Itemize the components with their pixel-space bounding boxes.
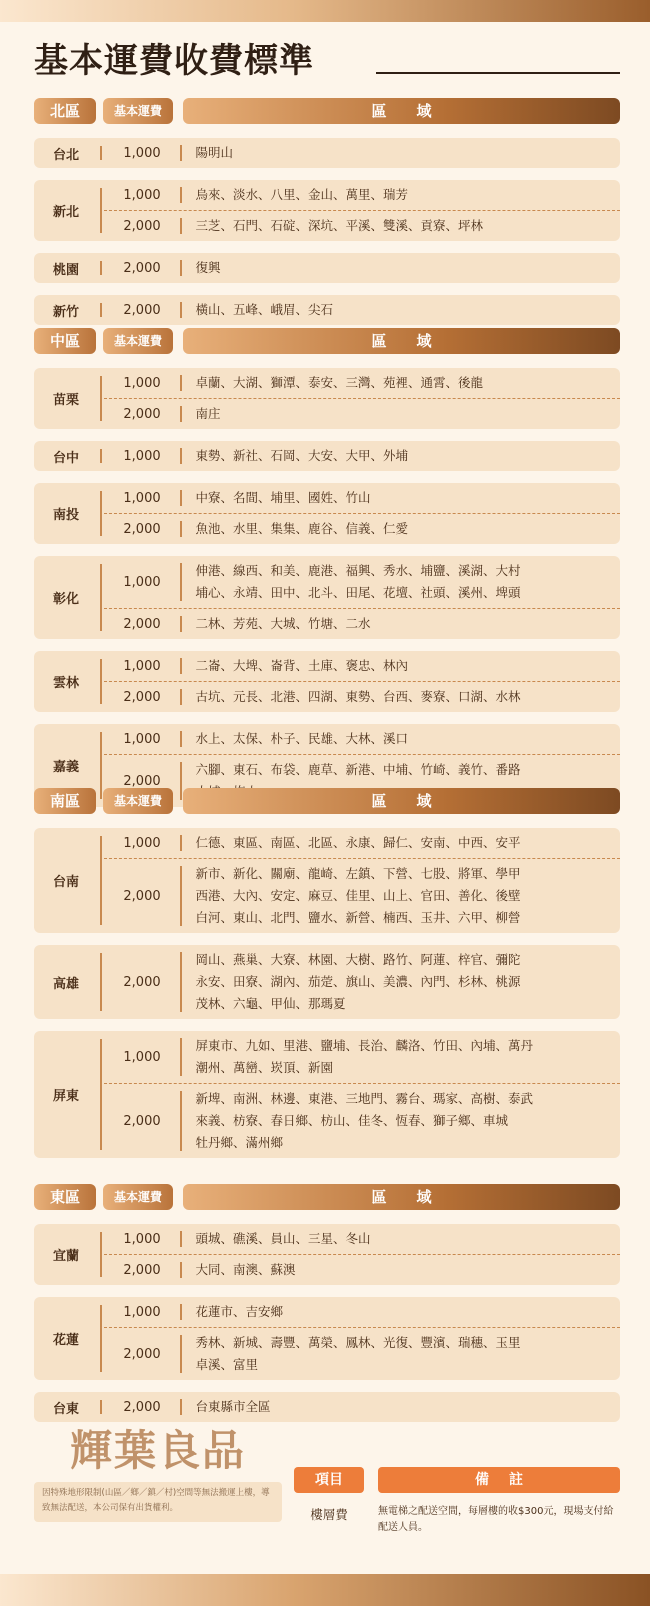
area-line: 橫山、五峰、峨眉、尖石 — [195, 302, 334, 317]
city-row — [34, 1224, 620, 1285]
city-row — [34, 441, 620, 471]
city-name: 雲林 — [52, 676, 79, 691]
row-divider — [100, 491, 102, 536]
fee-tier — [104, 945, 620, 1019]
area-line: 東勢、新社、石岡、大安、大甲、外埔 — [195, 448, 409, 463]
area-line: 埔心、永靖、田中、北斗、田尾、花壇、社頭、溪州、埤頭 — [195, 585, 521, 600]
fee-value: 2,000 — [123, 521, 161, 537]
row-divider — [100, 1232, 102, 1277]
fee-value: 1,000 — [123, 187, 161, 203]
city-row — [34, 295, 620, 325]
city-name: 台北 — [52, 147, 79, 163]
area-line: 仁德、東區、南區、北區、永康、歸仁、安南、中西、安平 — [195, 835, 521, 850]
notes-header-note: 備註 — [378, 1467, 620, 1493]
top-gradient-bar — [0, 0, 650, 22]
city-row — [34, 180, 620, 241]
city-row — [34, 253, 620, 283]
fee-value: 2,000 — [123, 1346, 161, 1362]
fee-value: 1,000 — [123, 574, 161, 590]
city-name: 宜蘭 — [52, 1249, 79, 1264]
section-0 — [34, 98, 620, 337]
fee-tier — [104, 483, 620, 513]
section-header — [34, 788, 620, 814]
fee-value: 1,000 — [123, 448, 161, 464]
fee-value: 2,000 — [123, 773, 161, 789]
area-list — [182, 368, 621, 398]
city-name: 嘉義 — [52, 760, 79, 775]
area-list — [182, 945, 621, 1019]
page-title: 基本運費收費標準 — [34, 41, 314, 81]
fee-value: 2,000 — [123, 1399, 161, 1415]
row-divider — [100, 564, 102, 631]
area-line: 二林、芳苑、大城、竹塘、二水 — [195, 616, 371, 631]
fee-tier — [104, 441, 620, 471]
city-name: 台南 — [52, 875, 79, 890]
row-divider — [100, 953, 102, 1011]
area-line: 烏來、淡水、八里、金山、萬里、瑞芳 — [195, 187, 409, 202]
fee-tier — [104, 1224, 620, 1254]
city-name: 屏東 — [52, 1089, 79, 1104]
row-divider — [100, 261, 102, 275]
fee-value: 2,000 — [123, 616, 161, 632]
area-list — [182, 295, 621, 325]
fee-value: 1,000 — [123, 145, 161, 161]
area-list — [182, 514, 621, 544]
area-line: 南庄 — [195, 406, 221, 421]
fee-value: 2,000 — [123, 302, 161, 318]
region-tag: 東區 — [34, 1184, 96, 1210]
city-name: 新北 — [52, 205, 79, 220]
fee-value: 2,000 — [123, 888, 161, 904]
section-1 — [34, 328, 620, 819]
area-list — [182, 1255, 621, 1285]
area-list — [182, 651, 621, 681]
fee-value: 2,000 — [123, 974, 161, 990]
fee-tier — [104, 651, 620, 681]
title-underline — [376, 72, 620, 74]
row-divider — [100, 659, 102, 704]
fee-header-tag: 基本運費 — [103, 328, 173, 354]
area-list — [182, 441, 621, 471]
region-tag: 中區 — [34, 328, 96, 354]
fee-value: 2,000 — [123, 1262, 161, 1278]
area-line: 茂林、六龜、甲仙、那瑪夏 — [195, 996, 346, 1011]
area-line: 來義、枋寮、春日鄉、枋山、佳冬、恆春、獅子鄉、車城 — [195, 1113, 509, 1128]
city-row — [34, 828, 620, 933]
fee-tier — [104, 210, 620, 241]
city-row — [34, 138, 620, 168]
section-3 — [34, 1184, 620, 1434]
area-list — [182, 724, 621, 754]
notes-header-item: 項目 — [294, 1467, 364, 1493]
fee-header-tag: 基本運費 — [103, 98, 173, 124]
area-list — [182, 399, 621, 429]
area-line: 伸港、線西、和美、鹿港、福興、秀水、埔鹽、溪湖、大村 — [195, 563, 521, 578]
area-line: 卓溪、富里 — [195, 1357, 259, 1372]
area-list — [182, 828, 621, 858]
fee-value: 1,000 — [123, 375, 161, 391]
area-list — [182, 180, 621, 210]
city-row — [34, 651, 620, 712]
fee-tier — [104, 1031, 620, 1083]
area-line: 復興 — [195, 260, 221, 275]
notes-note: 無電梯之配送空間，每層樓的收$300元，現場支付給配送人員。 — [378, 1506, 614, 1533]
fee-tier — [104, 513, 620, 544]
city-row — [34, 1031, 620, 1158]
area-list — [182, 1297, 621, 1327]
area-list — [182, 211, 621, 241]
region-tag: 北區 — [34, 98, 96, 124]
city-name: 台東 — [52, 1401, 79, 1417]
city-row — [34, 556, 620, 639]
area-line: 頭城、礁溪、員山、三星、冬山 — [195, 1231, 371, 1246]
fee-value: 1,000 — [123, 1304, 161, 1320]
brand-logo: 輝葉良品 — [70, 1426, 247, 1475]
section-header — [34, 98, 620, 124]
area-line: 台東縣市全區 — [195, 1399, 271, 1414]
area-line: 卓蘭、大湖、獅潭、泰安、三灣、苑裡、通霄、後龍 — [195, 375, 484, 390]
city-row — [34, 945, 620, 1019]
fee-value: 1,000 — [123, 835, 161, 851]
row-divider — [100, 376, 102, 421]
area-line: 中寮、名間、埔里、國姓、竹山 — [195, 490, 371, 505]
fee-tier — [104, 138, 620, 168]
area-list — [182, 483, 621, 513]
bottom-gradient-bar — [0, 1574, 650, 1606]
row-divider — [100, 146, 102, 160]
area-line: 秀林、新城、壽豐、萬榮、鳳林、光復、豐濱、瑞穗、玉里 — [195, 1335, 521, 1350]
area-line: 岡山、燕巢、大寮、林園、大樹、路竹、阿蓮、梓官、彌陀 — [195, 952, 521, 967]
area-list — [182, 1224, 621, 1254]
notes-item: 樓層費 — [310, 1507, 348, 1522]
area-line: 古坑、元長、北港、四湖、東勢、台西、麥寮、口湖、水林 — [195, 689, 521, 704]
city-name: 桃園 — [52, 262, 79, 278]
area-list — [182, 1084, 621, 1158]
section-header — [34, 1184, 620, 1210]
fee-tier — [104, 368, 620, 398]
fee-value: 2,000 — [123, 218, 161, 234]
area-header-tag: 區域 — [183, 1184, 620, 1210]
area-line: 永安、田寮、湖內、茄萣、旗山、美濃、內門、杉林、桃源 — [195, 974, 521, 989]
fee-tier — [104, 1297, 620, 1327]
area-line: 新埤、南洲、林邊、東港、三地門、霧台、瑪家、高樹、泰武 — [195, 1091, 534, 1106]
fee-value: 2,000 — [123, 689, 161, 705]
area-line: 陽明山 — [195, 145, 234, 160]
row-divider — [100, 188, 102, 233]
row-divider — [100, 449, 102, 463]
fee-header-tag: 基本運費 — [103, 788, 173, 814]
row-divider — [100, 1400, 102, 1414]
row-divider — [100, 1305, 102, 1372]
area-header-tag: 區域 — [183, 788, 620, 814]
city-row — [34, 368, 620, 429]
fee-value: 1,000 — [123, 490, 161, 506]
area-list — [182, 682, 621, 712]
city-name: 新竹 — [52, 304, 79, 320]
area-header-tag: 區域 — [183, 98, 620, 124]
area-list — [182, 556, 621, 608]
area-line: 白河、東山、北門、鹽水、新營、楠西、玉井、六甲、柳營 — [195, 910, 521, 925]
area-list — [182, 253, 621, 283]
area-list — [182, 1031, 621, 1083]
fee-value: 1,000 — [123, 1231, 161, 1247]
area-line: 三芝、石門、石碇、深坑、平溪、雙溪、貢寮、坪林 — [195, 218, 484, 233]
area-list — [182, 859, 621, 933]
fee-tier — [104, 828, 620, 858]
fee-tier — [104, 858, 620, 933]
fee-tier — [104, 724, 620, 754]
fee-value: 2,000 — [123, 1113, 161, 1129]
area-line: 水上、太保、朴子、民雄、大林、溪口 — [195, 731, 409, 746]
city-row — [34, 1297, 620, 1380]
fee-tier — [104, 608, 620, 639]
area-header-tag: 區域 — [183, 328, 620, 354]
area-line: 新市、新化、關廟、龍崎、左鎮、下營、七股、將軍、學甲 — [195, 866, 521, 881]
city-row — [34, 483, 620, 544]
area-list — [182, 1392, 621, 1422]
fee-value: 1,000 — [123, 731, 161, 747]
fee-tier — [104, 1254, 620, 1285]
fee-tier — [104, 1327, 620, 1380]
section-header — [34, 328, 620, 354]
fee-value: 2,000 — [123, 406, 161, 422]
city-name: 彰化 — [52, 592, 79, 607]
fee-value: 1,000 — [123, 658, 161, 674]
region-tag: 南區 — [34, 788, 96, 814]
area-line: 潮州、萬巒、崁頂、新園 — [195, 1060, 334, 1075]
city-name: 高雄 — [52, 976, 79, 992]
fee-value: 2,000 — [123, 260, 161, 276]
area-line: 六腳、東石、布袋、鹿草、新港、中埔、竹崎、義竹、番路 — [195, 762, 521, 777]
area-list — [182, 138, 621, 168]
city-name: 台中 — [52, 450, 79, 466]
city-name: 花蓮 — [52, 1333, 79, 1348]
fee-tier — [104, 1083, 620, 1158]
area-list — [182, 609, 621, 639]
area-line: 西港、大內、安定、麻豆、佳里、山上、官田、善化、後壁 — [195, 888, 521, 903]
city-name: 南投 — [52, 508, 79, 523]
row-divider — [100, 836, 102, 925]
area-line: 牡丹鄉、滿州鄉 — [195, 1135, 284, 1150]
area-line: 屏東市、九如、里港、鹽埔、長治、麟洛、竹田、內埔、萬丹 — [195, 1038, 534, 1053]
area-line: 花蓮市、吉安鄉 — [195, 1304, 284, 1319]
title-block — [34, 40, 620, 82]
row-divider — [100, 1039, 102, 1150]
fee-tier — [104, 295, 620, 325]
area-line: 魚池、水里、集集、鹿谷、信義、仁愛 — [195, 521, 409, 536]
city-name: 苗栗 — [52, 393, 79, 408]
fee-tier — [104, 253, 620, 283]
fee-header-tag: 基本運費 — [103, 1184, 173, 1210]
fee-tier — [104, 180, 620, 210]
disclaimer-note: 因特殊地形限制(山區／鄉／鎮／村)空間等無法搬運上樓，導致無法配送，本公司保有出貨權利。 — [34, 1482, 282, 1522]
fee-tier — [104, 398, 620, 429]
row-divider — [100, 303, 102, 317]
fee-value: 1,000 — [123, 1049, 161, 1065]
fee-tier — [104, 681, 620, 712]
area-line: 大同、南澳、蘇澳 — [195, 1262, 296, 1277]
area-list — [182, 1328, 621, 1380]
section-2 — [34, 788, 620, 1170]
fee-tier — [104, 556, 620, 608]
area-line: 二崙、大埤、崙背、土庫、褒忠、林內 — [195, 658, 409, 673]
